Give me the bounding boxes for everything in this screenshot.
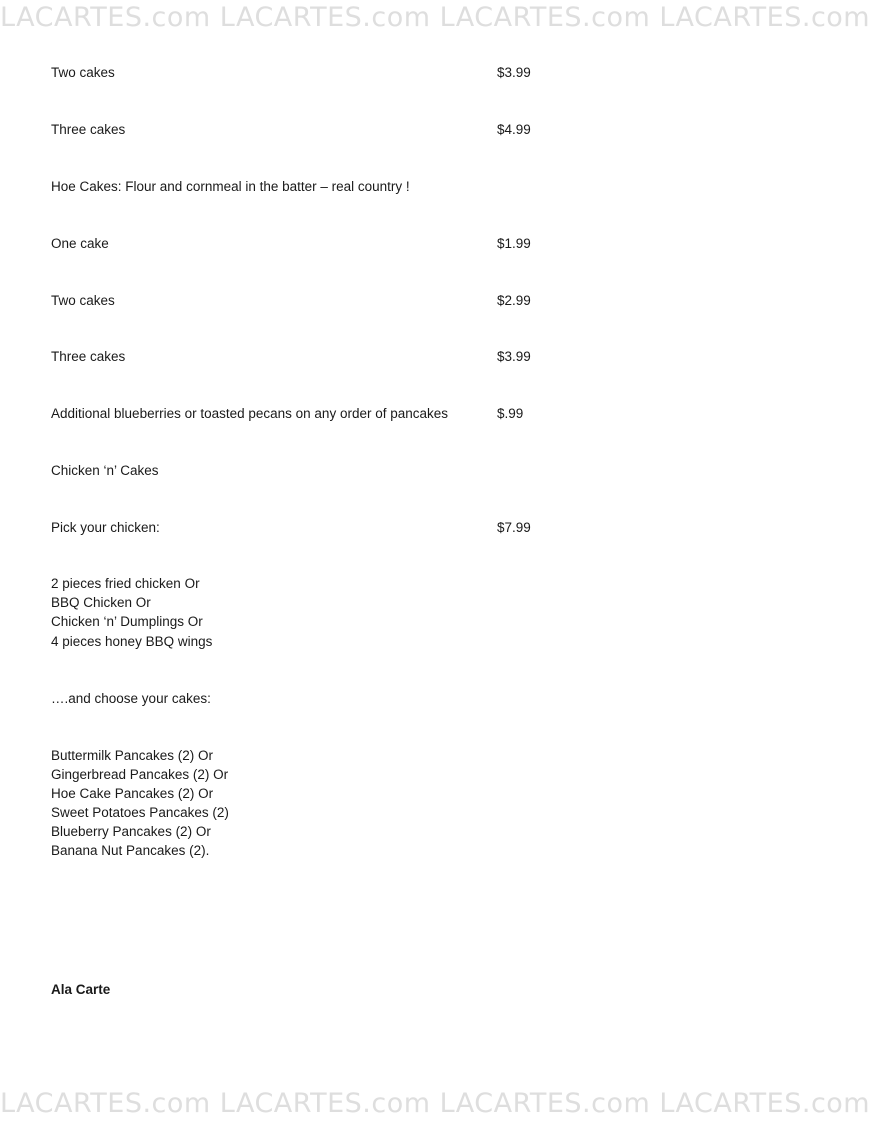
chicken-option: BBQ Chicken Or: [51, 595, 151, 610]
menu-item-label: Three cakes: [51, 349, 126, 364]
addon-label: Additional blueberries or toasted pecans on any order of pancakes: [51, 406, 449, 421]
choose-cakes-label: ….and choose your cakes:: [51, 691, 211, 706]
cake-option: Sweet Potatoes Pancakes (2): [51, 805, 229, 820]
watermark-bottom: LACARTES.com LACARTES.com LACARTES.com LACARTES.com: [0, 1088, 870, 1119]
menu-item-price: $1.99: [497, 236, 531, 251]
pick-chicken-price: $7.99: [497, 520, 531, 535]
section-heading-chicken-n-cakes: Chicken ‘n’ Cakes: [51, 463, 159, 478]
cake-option: Gingerbread Pancakes (2) Or: [51, 767, 229, 782]
section-heading-hoe-cakes: Hoe Cakes: Flour and cornmeal in the batter – real country !: [51, 179, 410, 194]
menu-item-label: One cake: [51, 236, 109, 251]
cake-option: Buttermilk Pancakes (2) Or: [51, 748, 214, 763]
chicken-option: 2 pieces fried chicken Or: [51, 576, 200, 591]
chicken-option: Chicken ‘n’ Dumplings Or: [51, 614, 203, 629]
menu-item-label: Two cakes: [51, 293, 115, 308]
addon-price: $.99: [497, 406, 524, 421]
chicken-option: 4 pieces honey BBQ wings: [51, 634, 213, 649]
menu-item-label: Two cakes: [51, 65, 115, 80]
menu-item-label: Three cakes: [51, 122, 126, 137]
menu-item-price: $3.99: [497, 349, 531, 364]
menu-item-price: $2.99: [497, 293, 531, 308]
menu-item-price: $3.99: [497, 65, 531, 80]
watermark-top: LACARTES.com LACARTES.com LACARTES.com LACARTES.com: [0, 2, 870, 33]
section-heading-ala-carte: Ala Carte: [51, 982, 111, 997]
menu-item-price: $4.99: [497, 122, 531, 137]
cake-option: Blueberry Pancakes (2) Or: [51, 824, 211, 839]
cake-option: Hoe Cake Pancakes (2) Or: [51, 786, 214, 801]
pick-chicken-label: Pick your chicken:: [51, 520, 160, 535]
cake-option: Banana Nut Pancakes (2).: [51, 843, 210, 858]
